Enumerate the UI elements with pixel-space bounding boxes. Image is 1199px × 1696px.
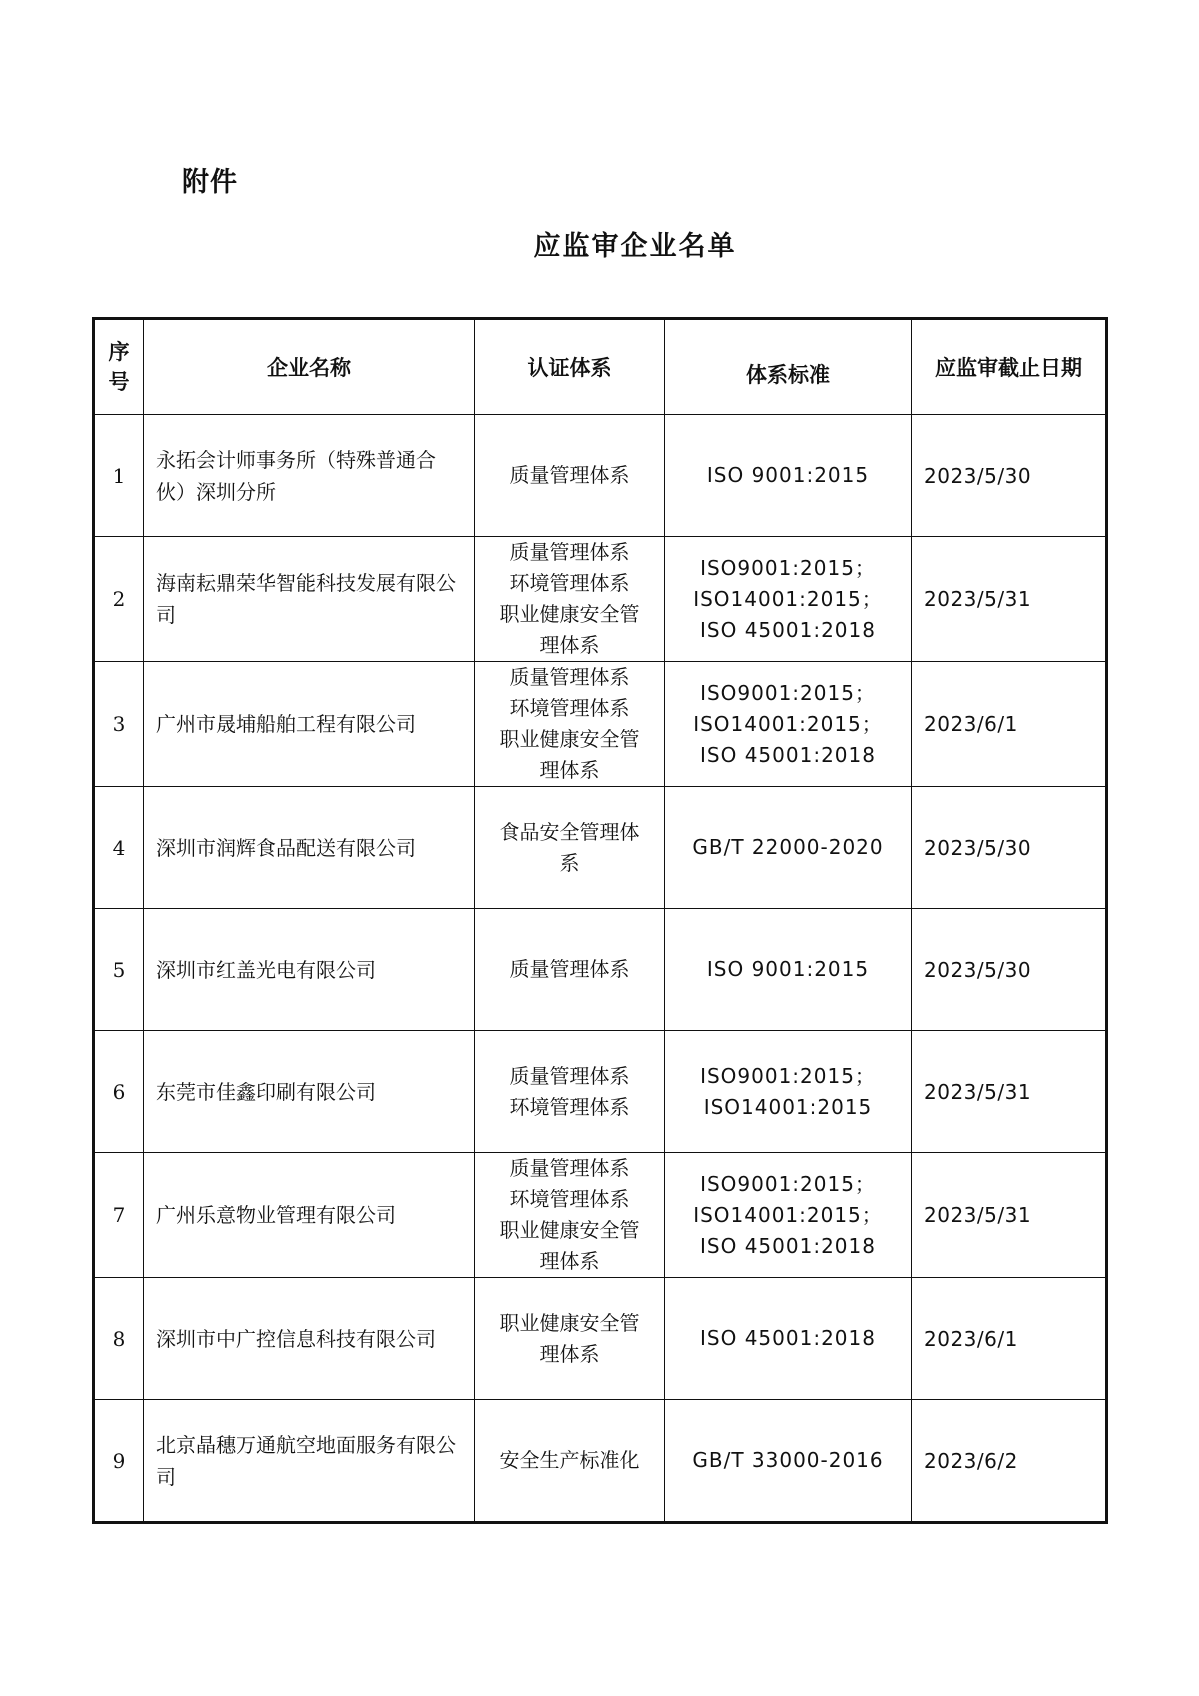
row-standard bbox=[665, 415, 912, 537]
row-standard bbox=[665, 909, 912, 1031]
cert-system-line: 理体系 bbox=[539, 758, 600, 782]
row-standard bbox=[665, 1153, 912, 1278]
cert-system-line: 环境管理体系 bbox=[509, 696, 630, 720]
row-cert-system bbox=[475, 537, 665, 662]
row-company-name: 东莞市佳鑫印刷有限公司 bbox=[144, 1031, 475, 1153]
header-standard: 体系标准 bbox=[665, 319, 912, 415]
cert-system-line: 系 bbox=[559, 850, 580, 875]
header-seq bbox=[94, 319, 144, 415]
standard-line: GB/T 33000-2016 bbox=[692, 1448, 884, 1472]
cert-system-line: 质量管理体系 bbox=[509, 463, 630, 487]
row-company-name: 广州市晟埔船舶工程有限公司 bbox=[144, 662, 475, 787]
cert-system-line: 质量管理体系 bbox=[509, 1156, 630, 1180]
header-deadline: 应监审截止日期 bbox=[912, 319, 1107, 415]
row-cert-system bbox=[475, 909, 665, 1031]
row-standard bbox=[665, 1400, 912, 1523]
table-row bbox=[94, 909, 1107, 1031]
table-row bbox=[94, 1400, 1107, 1523]
standard-line: ISO 45001:2018 bbox=[700, 742, 876, 767]
row-seq: 9 bbox=[94, 1400, 144, 1523]
header-company: 企业名称 bbox=[144, 319, 475, 415]
row-seq: 3 bbox=[94, 662, 144, 787]
table-row bbox=[94, 1278, 1107, 1400]
standard-line: ISO14001:2015； bbox=[693, 586, 883, 611]
row-deadline: 2023/5/31 bbox=[912, 1031, 1107, 1153]
table-row bbox=[94, 1031, 1107, 1153]
standard-line: ISO 9001:2015 bbox=[706, 957, 870, 981]
row-company-name: 海南耘鼎荣华智能科技发展有限公司 bbox=[144, 537, 475, 662]
row-seq: 5 bbox=[94, 909, 144, 1031]
company-table bbox=[92, 317, 1108, 1524]
cert-system-line: 职业健康安全管 bbox=[499, 602, 640, 626]
row-seq: 6 bbox=[94, 1031, 144, 1153]
row-deadline: 2023/5/30 bbox=[912, 909, 1107, 1031]
standard-line: GB/T 22000-2020 bbox=[692, 835, 884, 859]
standard-line: ISO14001:2015； bbox=[693, 711, 883, 736]
table-row bbox=[94, 415, 1107, 537]
row-cert-system bbox=[475, 1031, 665, 1153]
table-header-row bbox=[94, 319, 1107, 415]
cert-system-line: 理体系 bbox=[539, 1341, 600, 1366]
row-deadline: 2023/5/31 bbox=[912, 1153, 1107, 1278]
row-deadline: 2023/6/1 bbox=[912, 662, 1107, 787]
cert-system-line: 质量管理体系 bbox=[509, 957, 630, 981]
cert-system-line: 食品安全管理体 bbox=[499, 819, 640, 844]
table-row bbox=[94, 1153, 1107, 1278]
row-company-name: 深圳市中广控信息科技有限公司 bbox=[144, 1278, 475, 1400]
row-standard bbox=[665, 1278, 912, 1400]
table-row bbox=[94, 537, 1107, 662]
cert-system-line: 职业健康安全管 bbox=[499, 1218, 640, 1242]
row-company-name: 永拓会计师事务所（特殊普通合伙）深圳分所 bbox=[144, 415, 475, 537]
row-cert-system bbox=[475, 1278, 665, 1400]
row-deadline: 2023/6/1 bbox=[912, 1278, 1107, 1400]
header-system: 认证体系 bbox=[475, 319, 665, 415]
standard-line: ISO9001:2015； bbox=[700, 1063, 876, 1088]
standard-line: ISO9001:2015； bbox=[700, 680, 876, 705]
standard-line: ISO 45001:2018 bbox=[700, 617, 876, 642]
row-seq: 8 bbox=[94, 1278, 144, 1400]
row-seq: 2 bbox=[94, 537, 144, 662]
cert-system-line: 理体系 bbox=[539, 633, 600, 657]
row-seq: 7 bbox=[94, 1153, 144, 1278]
cert-system-line: 质量管理体系 bbox=[509, 665, 630, 689]
standard-line: ISO 45001:2018 bbox=[700, 1233, 876, 1258]
header-seq-line: 序 bbox=[108, 340, 130, 364]
document-title: 应监审企业名单 bbox=[533, 231, 737, 262]
row-standard bbox=[665, 787, 912, 909]
row-company-name: 北京晶穗万通航空地面服务有限公司 bbox=[144, 1400, 475, 1523]
cert-system-line: 职业健康安全管 bbox=[499, 727, 640, 751]
row-company-name: 广州乐意物业管理有限公司 bbox=[144, 1153, 475, 1278]
standard-line: ISO14001:2015； bbox=[693, 1202, 883, 1227]
row-deadline: 2023/5/30 bbox=[912, 415, 1107, 537]
cert-system-line: 职业健康安全管 bbox=[499, 1310, 640, 1335]
header-seq-line: 号 bbox=[108, 370, 130, 394]
row-company-name: 深圳市润辉食品配送有限公司 bbox=[144, 787, 475, 909]
row-standard bbox=[665, 537, 912, 662]
row-deadline: 2023/5/30 bbox=[912, 787, 1107, 909]
row-seq: 4 bbox=[94, 787, 144, 909]
standard-line: ISO9001:2015； bbox=[700, 1171, 876, 1196]
table-row bbox=[94, 662, 1107, 787]
row-company-name: 深圳市红盖光电有限公司 bbox=[144, 909, 475, 1031]
cert-system-line: 环境管理体系 bbox=[509, 571, 630, 595]
cert-system-line: 质量管理体系 bbox=[509, 1063, 630, 1088]
cert-system-line: 安全生产标准化 bbox=[499, 1448, 640, 1472]
standard-line: ISO9001:2015； bbox=[700, 555, 876, 580]
standard-line: ISO14001:2015 bbox=[703, 1094, 873, 1119]
standard-line: ISO 45001:2018 bbox=[700, 1326, 876, 1350]
attachment-label: 附件 bbox=[182, 167, 238, 198]
cert-system-line: 环境管理体系 bbox=[509, 1094, 630, 1119]
row-cert-system bbox=[475, 662, 665, 787]
cert-system-line: 环境管理体系 bbox=[509, 1187, 630, 1211]
row-cert-system bbox=[475, 1400, 665, 1523]
cert-system-line: 理体系 bbox=[539, 1249, 600, 1273]
row-standard bbox=[665, 1031, 912, 1153]
standard-line: ISO 9001:2015 bbox=[706, 463, 870, 487]
row-standard bbox=[665, 662, 912, 787]
row-cert-system bbox=[475, 787, 665, 909]
row-cert-system bbox=[475, 415, 665, 537]
row-deadline: 2023/6/2 bbox=[912, 1400, 1107, 1523]
row-cert-system bbox=[475, 1153, 665, 1278]
cert-system-line: 质量管理体系 bbox=[509, 540, 630, 564]
row-deadline: 2023/5/31 bbox=[912, 537, 1107, 662]
row-seq: 1 bbox=[94, 415, 144, 537]
table-row bbox=[94, 787, 1107, 909]
